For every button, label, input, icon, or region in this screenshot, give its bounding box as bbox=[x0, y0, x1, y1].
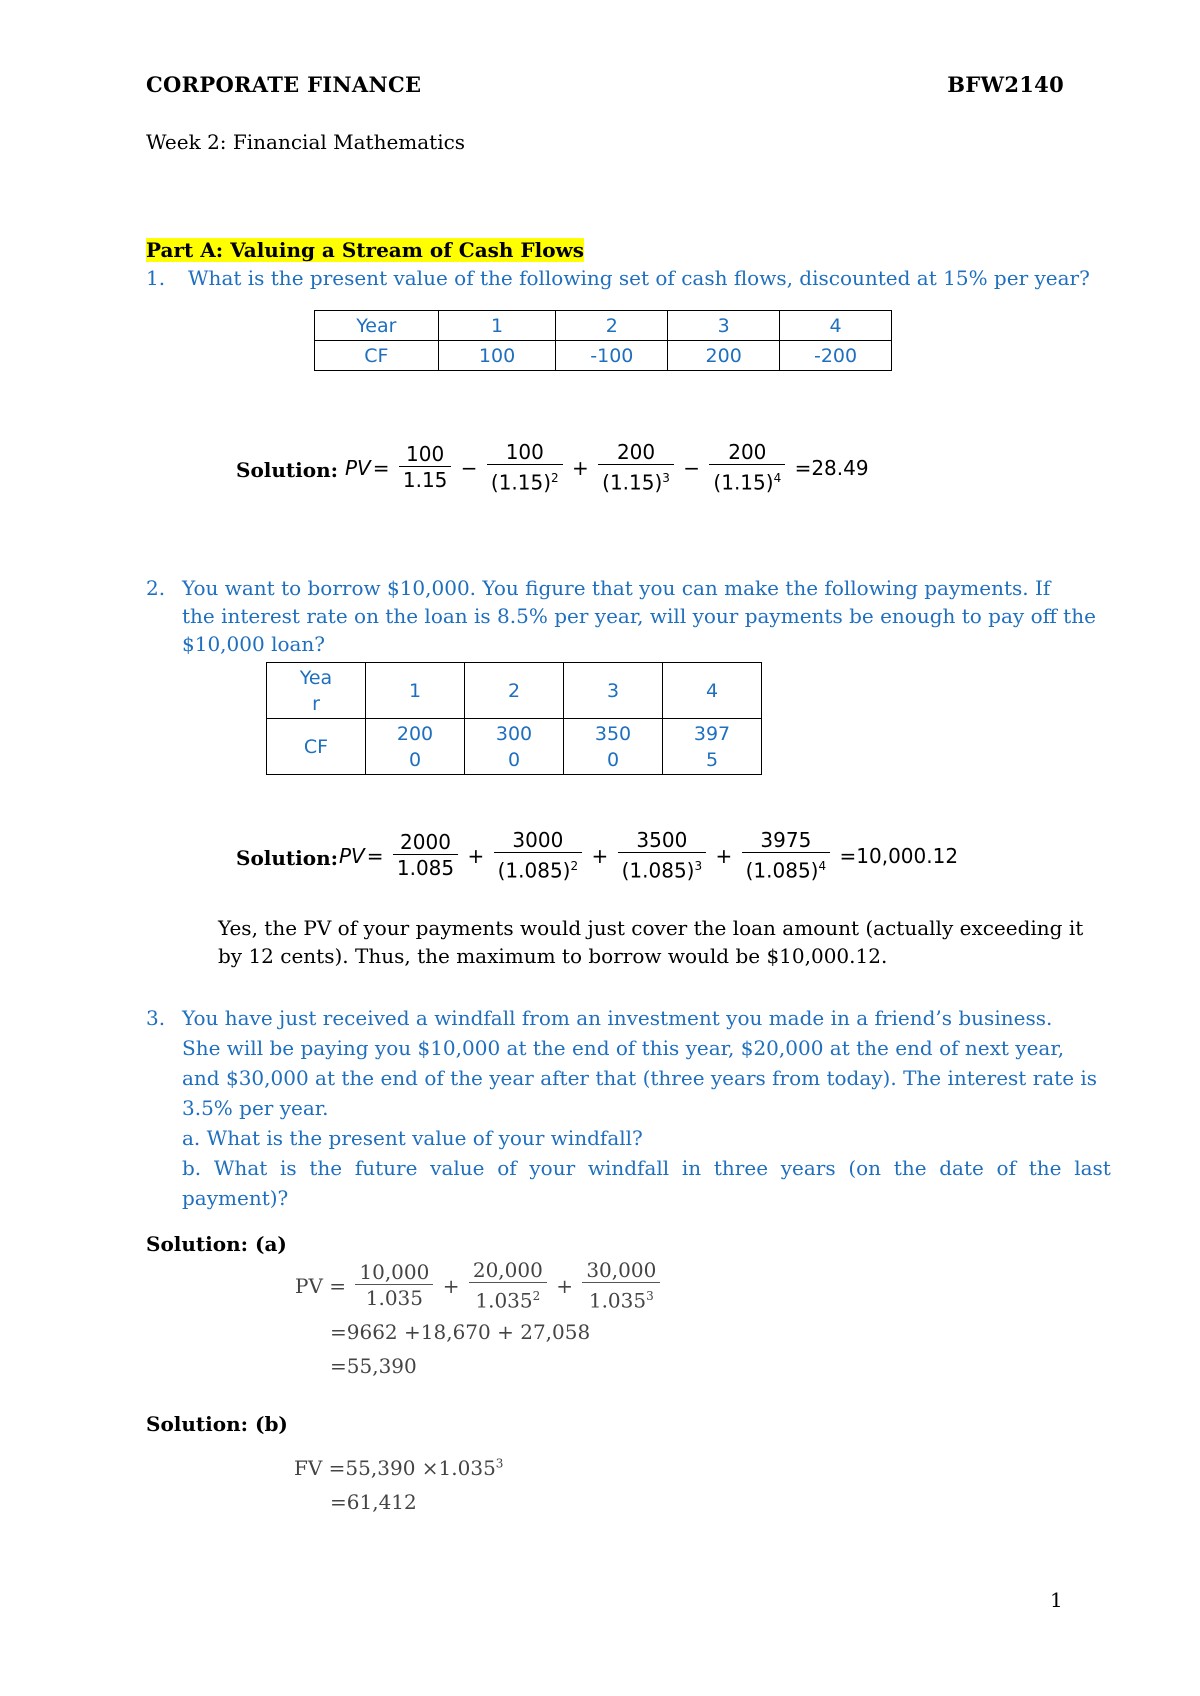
numerator: 3975 bbox=[742, 828, 831, 853]
denominator bbox=[487, 465, 563, 496]
q1-cell: 4 bbox=[780, 311, 892, 341]
fraction bbox=[399, 442, 452, 493]
q3-line4: 3.5% per year. bbox=[182, 1096, 329, 1120]
operator: + bbox=[572, 455, 589, 480]
numerator: 2000 bbox=[393, 830, 458, 855]
q1-row-year bbox=[315, 311, 892, 341]
cell-line: 0 bbox=[606, 748, 620, 771]
pv-symbol: PV bbox=[339, 843, 365, 868]
q3-question-a: a. What is the present value of your windfall? bbox=[182, 1126, 643, 1150]
q2-row-cf bbox=[267, 719, 762, 775]
cell-line: 200 bbox=[396, 722, 434, 745]
q1-cell: CF bbox=[315, 341, 439, 371]
q3-solution-a-line3: =55,390 bbox=[330, 1354, 417, 1378]
q2-answer-line1: Yes, the PV of your payments would just cover the loan amount (actually exceeding it bbox=[218, 916, 1084, 940]
pv-symbol: PV bbox=[345, 455, 371, 480]
q2-cell: 3 bbox=[564, 663, 663, 719]
q2-cell bbox=[564, 719, 663, 775]
week-subtitle: Week 2: Financial Mathematics bbox=[146, 130, 466, 154]
cell-line: 0 bbox=[408, 748, 422, 771]
denominator bbox=[709, 465, 785, 496]
base: (1.15) bbox=[602, 470, 663, 495]
course-title: CORPORATE FINANCE bbox=[146, 72, 422, 97]
q2-line2: the interest rate on the loan is 8.5% per year, will your payments be enough to pay off the bbox=[182, 604, 1096, 628]
operator: − bbox=[460, 455, 478, 480]
q3-number: 3. bbox=[146, 1006, 166, 1030]
page-number: 1 bbox=[1050, 1588, 1063, 1612]
fv-expression: FV =55,390 ×1.035 bbox=[294, 1456, 496, 1480]
q2-line3: $10,000 loan? bbox=[182, 632, 326, 656]
fraction bbox=[494, 828, 583, 884]
q2-equation bbox=[338, 828, 959, 884]
q3-line1: You have just received a windfall from an investment you made in a friend’s business. bbox=[182, 1006, 1053, 1030]
course-code: BFW2140 bbox=[947, 72, 1064, 97]
q2-cell bbox=[465, 719, 564, 775]
cell-line: r bbox=[312, 692, 320, 715]
exponent: 4 bbox=[773, 471, 782, 485]
cell-line: Yea bbox=[299, 666, 333, 689]
fraction bbox=[742, 828, 831, 884]
q1-cell: 100 bbox=[438, 341, 556, 371]
denominator bbox=[494, 853, 583, 884]
result: =10,000.12 bbox=[839, 843, 959, 868]
numerator: 200 bbox=[598, 440, 674, 465]
cell-line: 0 bbox=[507, 748, 521, 771]
base: 1.035 bbox=[475, 1288, 533, 1313]
operator: + bbox=[442, 1273, 460, 1298]
exponent: 3 bbox=[495, 1456, 504, 1471]
q3-line2: She will be paying you $10,000 at the end of this year, $20,000 at the end of next year, bbox=[182, 1036, 1065, 1060]
exponent: 4 bbox=[818, 859, 827, 873]
q1-number: 1. bbox=[146, 266, 166, 290]
numerator: 200 bbox=[709, 440, 785, 465]
base: (1.15) bbox=[490, 470, 552, 495]
cell-line: 300 bbox=[495, 722, 533, 745]
exponent: 2 bbox=[551, 471, 559, 485]
part-a-title bbox=[146, 236, 584, 264]
denominator: 1.085 bbox=[396, 856, 455, 881]
q2-cell bbox=[267, 663, 366, 719]
base: (1.085) bbox=[497, 858, 571, 883]
q3-solution-b-label: Solution: (b) bbox=[146, 1412, 288, 1436]
q3-solution-b-line2: =61,412 bbox=[330, 1490, 417, 1514]
denominator bbox=[582, 1283, 660, 1314]
q3-line3: and $30,000 at the end of the year after that (three years from today). The interest rate is bbox=[182, 1066, 1098, 1090]
base: (1.085) bbox=[745, 858, 819, 883]
operator: + bbox=[556, 1273, 573, 1298]
base: (1.15) bbox=[713, 470, 774, 495]
q2-cell: 1 bbox=[366, 663, 465, 719]
fraction bbox=[618, 828, 707, 884]
exponent: 3 bbox=[662, 471, 670, 485]
fraction bbox=[355, 1260, 433, 1311]
q2-answer-line2: by 12 cents). Thus, the maximum to borrow would be $10,000.12. bbox=[218, 944, 888, 968]
exponent: 3 bbox=[694, 859, 703, 873]
q3-solution-a-label: Solution: (a) bbox=[146, 1232, 287, 1256]
q1-cell: 2 bbox=[556, 311, 668, 341]
denominator bbox=[618, 853, 707, 884]
q2-cell bbox=[663, 719, 762, 775]
fraction bbox=[487, 440, 563, 496]
cell-line: 5 bbox=[705, 748, 719, 771]
numerator: 30,000 bbox=[582, 1258, 660, 1283]
operator: + bbox=[467, 843, 485, 868]
denominator bbox=[598, 465, 674, 496]
q2-cell bbox=[366, 719, 465, 775]
q3-solution-a-equation bbox=[294, 1258, 662, 1314]
equals-sign: = bbox=[366, 843, 384, 868]
q2-payment-table bbox=[266, 662, 762, 775]
q1-cell: 3 bbox=[668, 311, 780, 341]
q1-cell: -100 bbox=[556, 341, 668, 371]
denominator: 1.035 bbox=[365, 1286, 423, 1311]
q2-number: 2. bbox=[146, 576, 166, 600]
operator: − bbox=[683, 455, 701, 480]
q2-line1: You want to borrow $10,000. You figure that you can make the following payments. If bbox=[182, 576, 1051, 600]
result: =28.49 bbox=[794, 455, 869, 480]
numerator: 20,000 bbox=[469, 1258, 547, 1283]
q2-cell: CF bbox=[267, 719, 366, 775]
denominator bbox=[469, 1283, 547, 1314]
q1-row-cf bbox=[315, 341, 892, 371]
q1-cell: 200 bbox=[668, 341, 780, 371]
q3-question-b-line2: payment)? bbox=[182, 1186, 289, 1210]
equals-sign: = bbox=[372, 455, 390, 480]
base: 1.035 bbox=[588, 1288, 647, 1313]
q3-solution-b-line1 bbox=[294, 1456, 503, 1480]
fraction bbox=[709, 440, 785, 496]
base: (1.085) bbox=[621, 858, 695, 883]
fraction bbox=[393, 830, 458, 881]
exponent: 2 bbox=[570, 859, 579, 873]
q1-text: What is the present value of the following set of cash flows, discounted at 15% per year? bbox=[188, 266, 1090, 290]
q2-cell: 4 bbox=[663, 663, 762, 719]
q1-equation bbox=[344, 440, 870, 496]
operator: + bbox=[591, 843, 609, 868]
denominator bbox=[742, 853, 831, 884]
exponent: 2 bbox=[532, 1289, 541, 1303]
numerator: 100 bbox=[487, 440, 563, 465]
numerator: 100 bbox=[399, 442, 452, 467]
numerator: 3500 bbox=[618, 828, 707, 853]
numerator: 10,000 bbox=[355, 1260, 433, 1285]
q1-solution-label: Solution: bbox=[236, 458, 339, 482]
exponent: 3 bbox=[646, 1289, 654, 1303]
q2-row-year bbox=[267, 663, 762, 719]
operator: + bbox=[715, 843, 733, 868]
denominator: 1.15 bbox=[402, 468, 448, 493]
q1-cell: -200 bbox=[780, 341, 892, 371]
q3-solution-a-line2: =9662 +18,670 + 27,058 bbox=[330, 1320, 591, 1344]
q3-question-b-line1: b. What is the future value of your windfall in three years (on the date of the last bbox=[182, 1156, 1111, 1180]
fraction bbox=[582, 1258, 660, 1314]
cell-line: 350 bbox=[594, 722, 632, 745]
fraction bbox=[598, 440, 674, 496]
pv-symbol: PV = bbox=[295, 1273, 347, 1298]
q1-cashflow-table bbox=[314, 310, 892, 371]
q2-cell: 2 bbox=[465, 663, 564, 719]
q1-cell: 1 bbox=[438, 311, 556, 341]
q2-solution-label: Solution: bbox=[236, 846, 339, 870]
q1-cell: Year bbox=[315, 311, 439, 341]
cell-line: 397 bbox=[693, 722, 731, 745]
part-a-title-text: Part A: Valuing a Stream of Cash Flows bbox=[146, 238, 585, 262]
numerator: 3000 bbox=[494, 828, 583, 853]
fraction bbox=[469, 1258, 547, 1314]
